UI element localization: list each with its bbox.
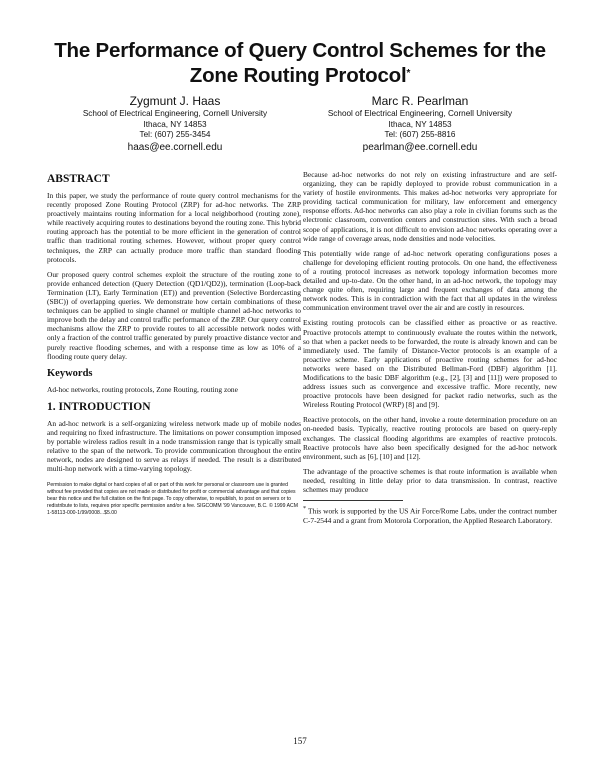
body-paragraph-2: This potentially wide range of ad-hoc network operating configurations poses a challenge for developing efficient routing protocols. On one hand, the effectiveness of a routing protocol increases as network topology information becomes more detailed and up-to-date. On the other hand, in an ad-hoc network, the topology may change quite often, requiring large and frequent exchanges of data among the network nodes. This is in contradiction with the fact that all updates in the wireless communication environment travel over the air and are costly in resources.: [303, 248, 557, 313]
author-affiliation: School of Electrical Engineering, Cornell University: [327, 109, 513, 118]
footnote: [303, 505, 557, 525]
body-paragraph-5: The advantage of the proactive schemes is that route information is available when needed, resulting in little delay prior to data transmission. In contrast, reactive schemes may produce: [303, 466, 557, 494]
author-name: Marc R. Pearlman: [371, 94, 469, 108]
body-paragraph-1: Because ad-hoc networks do not rely on existing infrastructure and are self-organizing, they can be rapidly deployed to provide robust communication in a variety of hostile environments. This makes ad-hoc networks very appropriate for providing tactical communication for military, law enforcement and emergency response efforts. Ad-hoc networks can also play a role in civilian forums such as the electronic classroom, convention centers and construction sites. With such a broad scope of applications, it is not difficult to envision ad-hoc networks operating over a wide range of coverage areas, node densities and node velocities.: [303, 170, 557, 243]
body-paragraph-4: Reactive protocols, on the other hand, invoke a route determination procedure on an on-needed basis. Typically, reactive routing protocols are based on query-reply exchanges. The classical flooding algorithms are examples of reactive protocols. Reactive protocols have also been specifically designed for the ad-hoc network environment, such as [6], [10] and [12].: [303, 415, 557, 461]
author-affiliation: School of Electrical Engineering, Cornell University: [82, 109, 268, 118]
abstract-paragraph-1: In this paper, we study the performance of route query control mechanisms for the recently proposed Zone Routing Protocol (ZRP) for ad-hoc networks. The ZRP proactively maintains routing information for a local neighborhood (routing zone), while reactively acquiring routes to destinations beyond the routing zone. This hybrid routing approach has the potential to be more efficient in the generation of control traffic than traditional routing schemes. However, without proper query control techniques, the ZRP can actually produce more traffic than standard flooding protocols.: [47, 191, 301, 264]
body-paragraph-3: Existing routing protocols can be classified either as proactive or as reactive. Proactive protocols attempt to continuously evaluate the routes within the network, so that when a packet needs to be forwarded, the route is already known and can be immediately used. The family of Distance-Vector protocols is an example of a proactive scheme. Early applications of proactive routing schemes for ad-hoc networks were based on the Distributed Bellman-Ford (DBF) algorithm [1]. Modifications to the basic DBF algorithm (e.g., [2], [3] and [11]) were proposed to address issues such as convergence and excessive traffic. More recently, new proactive protocols have been designed for packet radio networks, such as the Wireless Routing Protocol (WRP) [8] and [9].: [303, 318, 557, 410]
introduction-paragraph-1: An ad-hoc network is a self-organizing wireless network made up of mobile nodes and requiring no fixed infrastructure. The limitations on power consumption imposed by portable wireless radios result in a node transmission range that is typically small relative to the span of the network. To provide communication throughout the entire network, nodes are designed to serve as relays if needed. The result is a distributed multi-hop network with a time-varying topology.: [47, 418, 301, 474]
title-line-1: The Performance of Query Control Schemes for the: [54, 39, 546, 62]
abstract-paragraph-2: Our proposed query control schemes exploit the structure of the routing zone to provide enhanced detection (Query Detection (QD1/QD2)), termination (Loop-back Termination (LT), Early Termination (ET)) and prevention (Selective Bordercasting (SBC)) of overlapping queries. We demonstrate how certain combinations of these techniques can be applied to single channel or multiple channel ad-hoc networks to improve both the delay and control traffic performance of the ZRP. Our query control mechanisms allow the ZRP to provide routes to all accessible network nodes with only a fraction of the control traffic generated by purely proactive distance vector and purely reactive flooding schemes, and with a response time as low as 10% of a flooding route query delay.: [47, 269, 301, 361]
permission-notice: Permission to make digital or hard copies of all or part of this work for personal or classroom use is granted without fee provided that copies are not made or distributed for profit or commercial advantage and that copies bear this notice and the full citation on the first page. To copy otherwise, to republish, to post on servers or to redistribute to lists, requires prior specific permission and/or a fee. SIGCOMM '99 Vancouver, B.C. © 1999 ACM 1-58113-000-1/99/0008...$5.00: [47, 482, 298, 516]
footnote-divider: [303, 500, 403, 501]
author-email[interactable]: pearlman@ee.cornell.edu: [362, 141, 478, 153]
paper-title: [30, 38, 570, 88]
author-tel: Tel: (607) 255-3454: [139, 130, 211, 139]
footnote-text: This work is supported by the US Air Force/Rome Labs, under the contract number C-7-2544 and a grant from Motorola Corporation, the Applied Research Laboratory.: [303, 506, 558, 525]
keywords-heading: Keywords: [47, 367, 93, 379]
abstract-heading: ABSTRACT: [47, 173, 110, 185]
author-location: Ithaca, NY 14853: [143, 119, 207, 129]
right-column: [303, 170, 557, 525]
author-email[interactable]: haas@ee.cornell.edu: [127, 141, 223, 153]
left-column: [47, 170, 301, 516]
author-name: Zygmunt J. Haas: [129, 94, 221, 108]
author-block-1: [50, 94, 300, 154]
title-footnote-mark: *: [406, 68, 411, 79]
introduction-heading: 1. INTRODUCTION: [47, 400, 151, 413]
footnote-mark: *: [303, 506, 307, 513]
keywords-text: Ad-hoc networks, routing protocols, Zone Routing, routing zone: [47, 384, 238, 394]
author-location: Ithaca, NY 14853: [388, 119, 452, 129]
title-line-2: Zone Routing Protocol: [189, 64, 407, 87]
page-number: 157: [293, 736, 307, 746]
author-tel: Tel: (607) 255-8816: [384, 130, 456, 139]
author-block-2: [295, 94, 545, 154]
